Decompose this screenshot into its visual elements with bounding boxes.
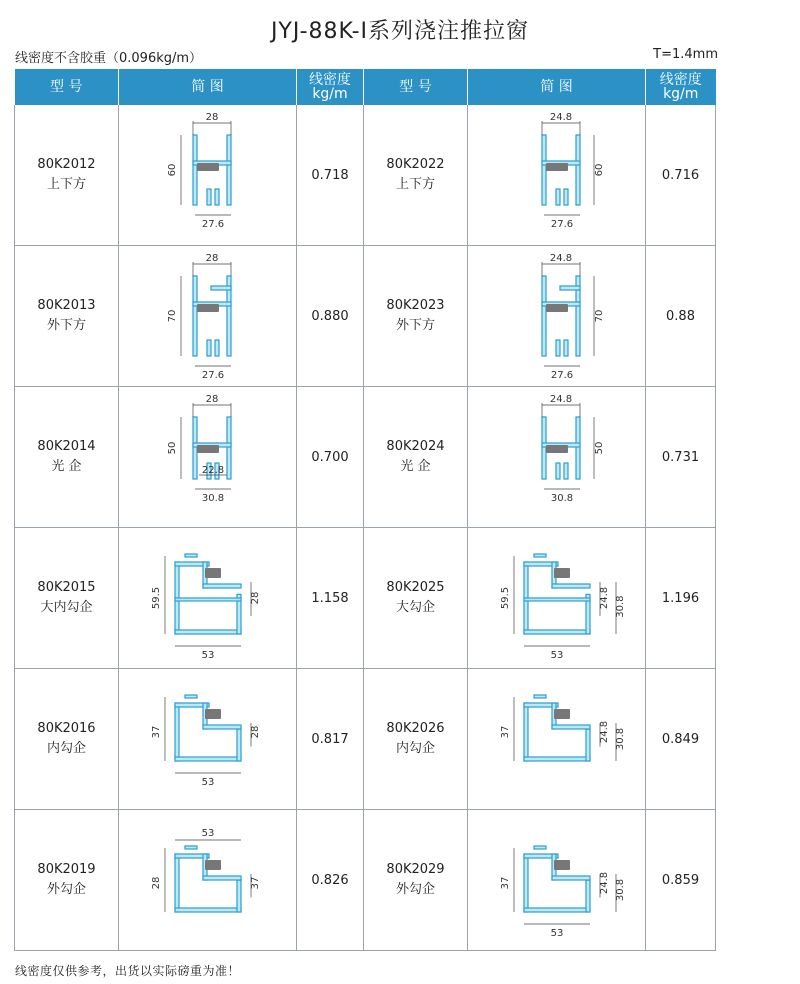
profile-wall	[524, 757, 590, 761]
footnote: 线密度仅供参考，出货以实际磅重为准！	[15, 964, 241, 978]
gasket-insert	[546, 304, 568, 312]
model-cell	[15, 669, 119, 810]
dimension-right: 24.8	[598, 586, 610, 610]
profile-wall	[534, 846, 546, 849]
density-value: 0.700	[311, 449, 349, 465]
dimension-bottom: 27.6	[201, 370, 224, 381]
profile-wall	[556, 340, 560, 356]
density-value: 0.718	[311, 167, 349, 183]
table-row	[15, 810, 716, 951]
model-code: 80K2025	[386, 580, 445, 595]
profile-wall	[207, 189, 211, 205]
dimension-bottom: 53	[201, 650, 214, 661]
dimension-right: 24.8	[598, 871, 610, 895]
table-row	[15, 528, 716, 669]
profile-spec-table	[14, 69, 716, 951]
dimension-side: 37	[499, 725, 511, 739]
profile-drawing	[472, 814, 642, 946]
profile-wall	[193, 417, 197, 479]
dimension-right: 28	[249, 725, 261, 739]
drawing-cell	[468, 105, 646, 246]
drawing-cell	[119, 528, 297, 669]
density-note: 线密度不含胶重（0.096kg/m）	[15, 51, 203, 66]
header-density-unit: kg/m	[663, 86, 699, 102]
dimension-side: 60	[593, 163, 605, 177]
model-cell	[364, 528, 468, 669]
page-title: JYJ-88K-Ⅰ系列浇注推拉窗	[270, 19, 530, 44]
dimension-right-2: 30.8	[614, 727, 626, 751]
profile-wall	[542, 417, 546, 479]
profile-wall	[211, 286, 231, 290]
dimension-bottom: 27.6	[201, 219, 224, 230]
table-row	[15, 246, 716, 387]
dimension-right-2: 30.8	[614, 878, 626, 902]
density-cell	[297, 246, 364, 387]
dimension-right-2: 30.8	[614, 595, 626, 618]
dimension-bottom: 27.6	[550, 370, 573, 381]
model-code: 80K2019	[37, 862, 96, 877]
profile-wall	[524, 598, 590, 601]
drawing-cell	[468, 528, 646, 669]
profile-wall	[175, 908, 241, 912]
density-cell	[646, 105, 716, 246]
dimension-side: 59.5	[150, 586, 162, 610]
dimension-top: 28	[205, 253, 218, 264]
dimension-side: 50	[166, 441, 178, 455]
model-code: 80K2012	[37, 157, 96, 172]
profile-wall	[534, 695, 546, 698]
model-code: 80K2026	[386, 721, 445, 736]
profile-wall	[175, 854, 179, 912]
profile-wall	[185, 846, 197, 849]
dimension-bottom: 53	[550, 928, 563, 939]
table-row	[15, 669, 716, 810]
density-value: 1.196	[661, 590, 700, 606]
density-value: 0.716	[661, 167, 700, 183]
profile-wall	[564, 463, 568, 479]
model-code: 80K2023	[386, 298, 445, 313]
header-drawing: 简 图	[468, 69, 646, 105]
dimension-top: 28	[205, 394, 218, 405]
model-cell	[15, 528, 119, 669]
model-cell	[15, 810, 119, 951]
model-cell	[364, 105, 468, 246]
model-code: 80K2013	[37, 298, 96, 313]
dimension-side: 28	[150, 876, 162, 890]
header-density-unit: kg/m	[312, 86, 348, 102]
profile-wall	[175, 757, 241, 761]
dimension-bottom: 30.8	[201, 493, 224, 504]
profile-wall	[185, 554, 197, 557]
dimension-bottom: 53	[201, 777, 214, 788]
model-name: 光 企	[51, 459, 82, 474]
model-cell	[15, 387, 119, 528]
model-code: 80K2014	[37, 439, 96, 454]
profile-drawing	[472, 250, 642, 382]
model-name: 外下方	[395, 318, 435, 333]
profile-drawing	[472, 673, 642, 805]
profile-wall	[534, 554, 546, 557]
model-name: 光 企	[400, 459, 431, 474]
dimension-bottom: 27.6	[550, 219, 573, 230]
profile-wall	[542, 276, 546, 356]
gasket-insert	[205, 860, 221, 870]
profile-wall	[203, 584, 241, 588]
density-value: 0.817	[311, 731, 349, 747]
header-density	[646, 69, 716, 105]
profile-drawing	[123, 109, 293, 241]
profile-drawing	[472, 532, 642, 664]
dimension-side: 59.5	[499, 586, 511, 610]
model-cell	[15, 105, 119, 246]
profile-wall	[175, 630, 241, 634]
profile-wall	[524, 854, 528, 912]
model-code: 80K2022	[386, 157, 445, 172]
density-value: 0.826	[311, 872, 349, 888]
drawing-cell	[119, 669, 297, 810]
profile-wall	[185, 695, 197, 698]
table-header	[15, 69, 716, 105]
drawing-cell	[468, 810, 646, 951]
profile-wall	[524, 703, 528, 761]
drawing-cell	[468, 669, 646, 810]
model-cell	[15, 246, 119, 387]
dimension-top: 24.8	[549, 112, 572, 123]
drawing-cell	[468, 246, 646, 387]
header-drawing: 简 图	[119, 69, 297, 105]
profile-wall	[564, 340, 568, 356]
table-row	[15, 105, 716, 246]
density-cell	[646, 669, 716, 810]
profile-wall	[552, 876, 590, 880]
dimension-side: 50	[593, 441, 605, 455]
profile-wall	[215, 189, 219, 205]
model-code: 80K2015	[37, 580, 96, 595]
dimension-bottom: 53	[550, 650, 563, 661]
profile-wall	[207, 340, 211, 356]
gasket-insert	[554, 709, 570, 719]
dimension-side: 70	[593, 309, 605, 323]
density-cell	[297, 810, 364, 951]
model-name: 外下方	[46, 318, 86, 333]
gasket-insert	[554, 568, 570, 578]
density-cell	[297, 105, 364, 246]
profile-wall	[227, 135, 231, 205]
gasket-insert	[546, 163, 568, 171]
density-value: 0.859	[661, 872, 700, 888]
gasket-insert	[197, 304, 219, 312]
density-cell	[297, 387, 364, 528]
dimension-bottom: 30.8	[550, 493, 573, 504]
drawing-cell	[468, 387, 646, 528]
profile-wall	[556, 463, 560, 479]
density-cell	[646, 246, 716, 387]
profile-drawing	[123, 532, 293, 664]
model-name: 上下方	[395, 177, 435, 192]
gasket-insert	[205, 568, 221, 578]
model-code: 80K2024	[386, 439, 445, 454]
dimension-side: 70	[166, 309, 178, 323]
density-cell	[646, 810, 716, 951]
profile-wall	[524, 630, 590, 634]
gasket-insert	[197, 445, 219, 453]
drawing-cell	[119, 246, 297, 387]
dimension-right: 24.8	[598, 720, 610, 744]
header-model: 型 号	[364, 69, 468, 105]
profile-wall	[576, 135, 580, 205]
density-value: 0.849	[661, 731, 700, 747]
density-value: 1.158	[311, 590, 349, 606]
gasket-insert	[554, 860, 570, 870]
header-density-label: 线密度	[659, 72, 702, 88]
header-density-label: 线密度	[309, 72, 351, 88]
profile-wall	[586, 729, 590, 761]
model-code: 80K2016	[37, 721, 96, 736]
profile-wall	[552, 725, 590, 729]
model-name: 大内勾企	[40, 600, 93, 615]
dimension-side: 60	[166, 163, 178, 177]
gasket-insert	[205, 709, 221, 719]
dimension-inner: 22.8	[201, 465, 224, 476]
model-name: 内勾企	[395, 741, 435, 756]
profile-wall	[193, 135, 197, 205]
profile-drawing	[123, 673, 293, 805]
table-row	[15, 387, 716, 528]
profile-drawing	[123, 250, 293, 382]
profile-drawing	[472, 391, 642, 523]
profile-wall	[203, 876, 241, 880]
profile-wall	[564, 189, 568, 205]
profile-wall	[215, 340, 219, 356]
dimension-top: 24.8	[549, 253, 572, 264]
profile-wall	[524, 908, 590, 912]
density-value: 0.880	[311, 308, 349, 324]
dimension-top: 53	[201, 828, 214, 839]
header-model: 型 号	[15, 69, 119, 105]
density-cell	[297, 528, 364, 669]
profile-wall	[237, 729, 241, 761]
model-cell	[364, 810, 468, 951]
model-name: 外勾企	[46, 882, 86, 897]
profile-wall	[542, 135, 546, 205]
profile-wall	[586, 880, 590, 912]
dimension-side: 37	[499, 876, 511, 890]
drawing-cell	[119, 105, 297, 246]
dimension-side: 37	[150, 725, 162, 739]
density-cell	[646, 387, 716, 528]
density-value: 0.88	[666, 308, 695, 324]
gasket-insert	[546, 445, 568, 453]
model-name: 大勾企	[395, 600, 435, 615]
drawing-cell	[119, 810, 297, 951]
model-name: 内勾企	[46, 741, 86, 756]
dimension-right: 37	[249, 876, 261, 890]
profile-drawing	[123, 391, 293, 523]
profile-wall	[193, 276, 197, 356]
profile-wall	[576, 417, 580, 479]
profile-wall	[552, 584, 590, 588]
gasket-insert	[197, 163, 219, 171]
dimension-top: 28	[205, 112, 218, 123]
dimension-top: 24.8	[549, 394, 572, 405]
profile-drawing	[123, 814, 293, 946]
profile-wall	[560, 286, 580, 290]
density-cell	[646, 528, 716, 669]
thickness-label: T=1.4mm	[653, 47, 718, 62]
model-code: 80K2029	[386, 862, 445, 877]
dimension-right: 28	[249, 591, 261, 605]
profile-wall	[175, 598, 241, 601]
density-cell	[297, 669, 364, 810]
model-cell	[364, 387, 468, 528]
drawing-cell	[119, 387, 297, 528]
header-density	[297, 69, 364, 105]
density-value: 0.731	[661, 449, 700, 465]
profile-wall	[203, 725, 241, 729]
profile-wall	[556, 189, 560, 205]
profile-wall	[175, 703, 179, 761]
model-cell	[364, 669, 468, 810]
profile-wall	[227, 417, 231, 479]
model-name: 上下方	[46, 177, 86, 192]
model-name: 外勾企	[395, 882, 435, 897]
model-cell	[364, 246, 468, 387]
profile-wall	[237, 880, 241, 912]
profile-drawing	[472, 109, 642, 241]
